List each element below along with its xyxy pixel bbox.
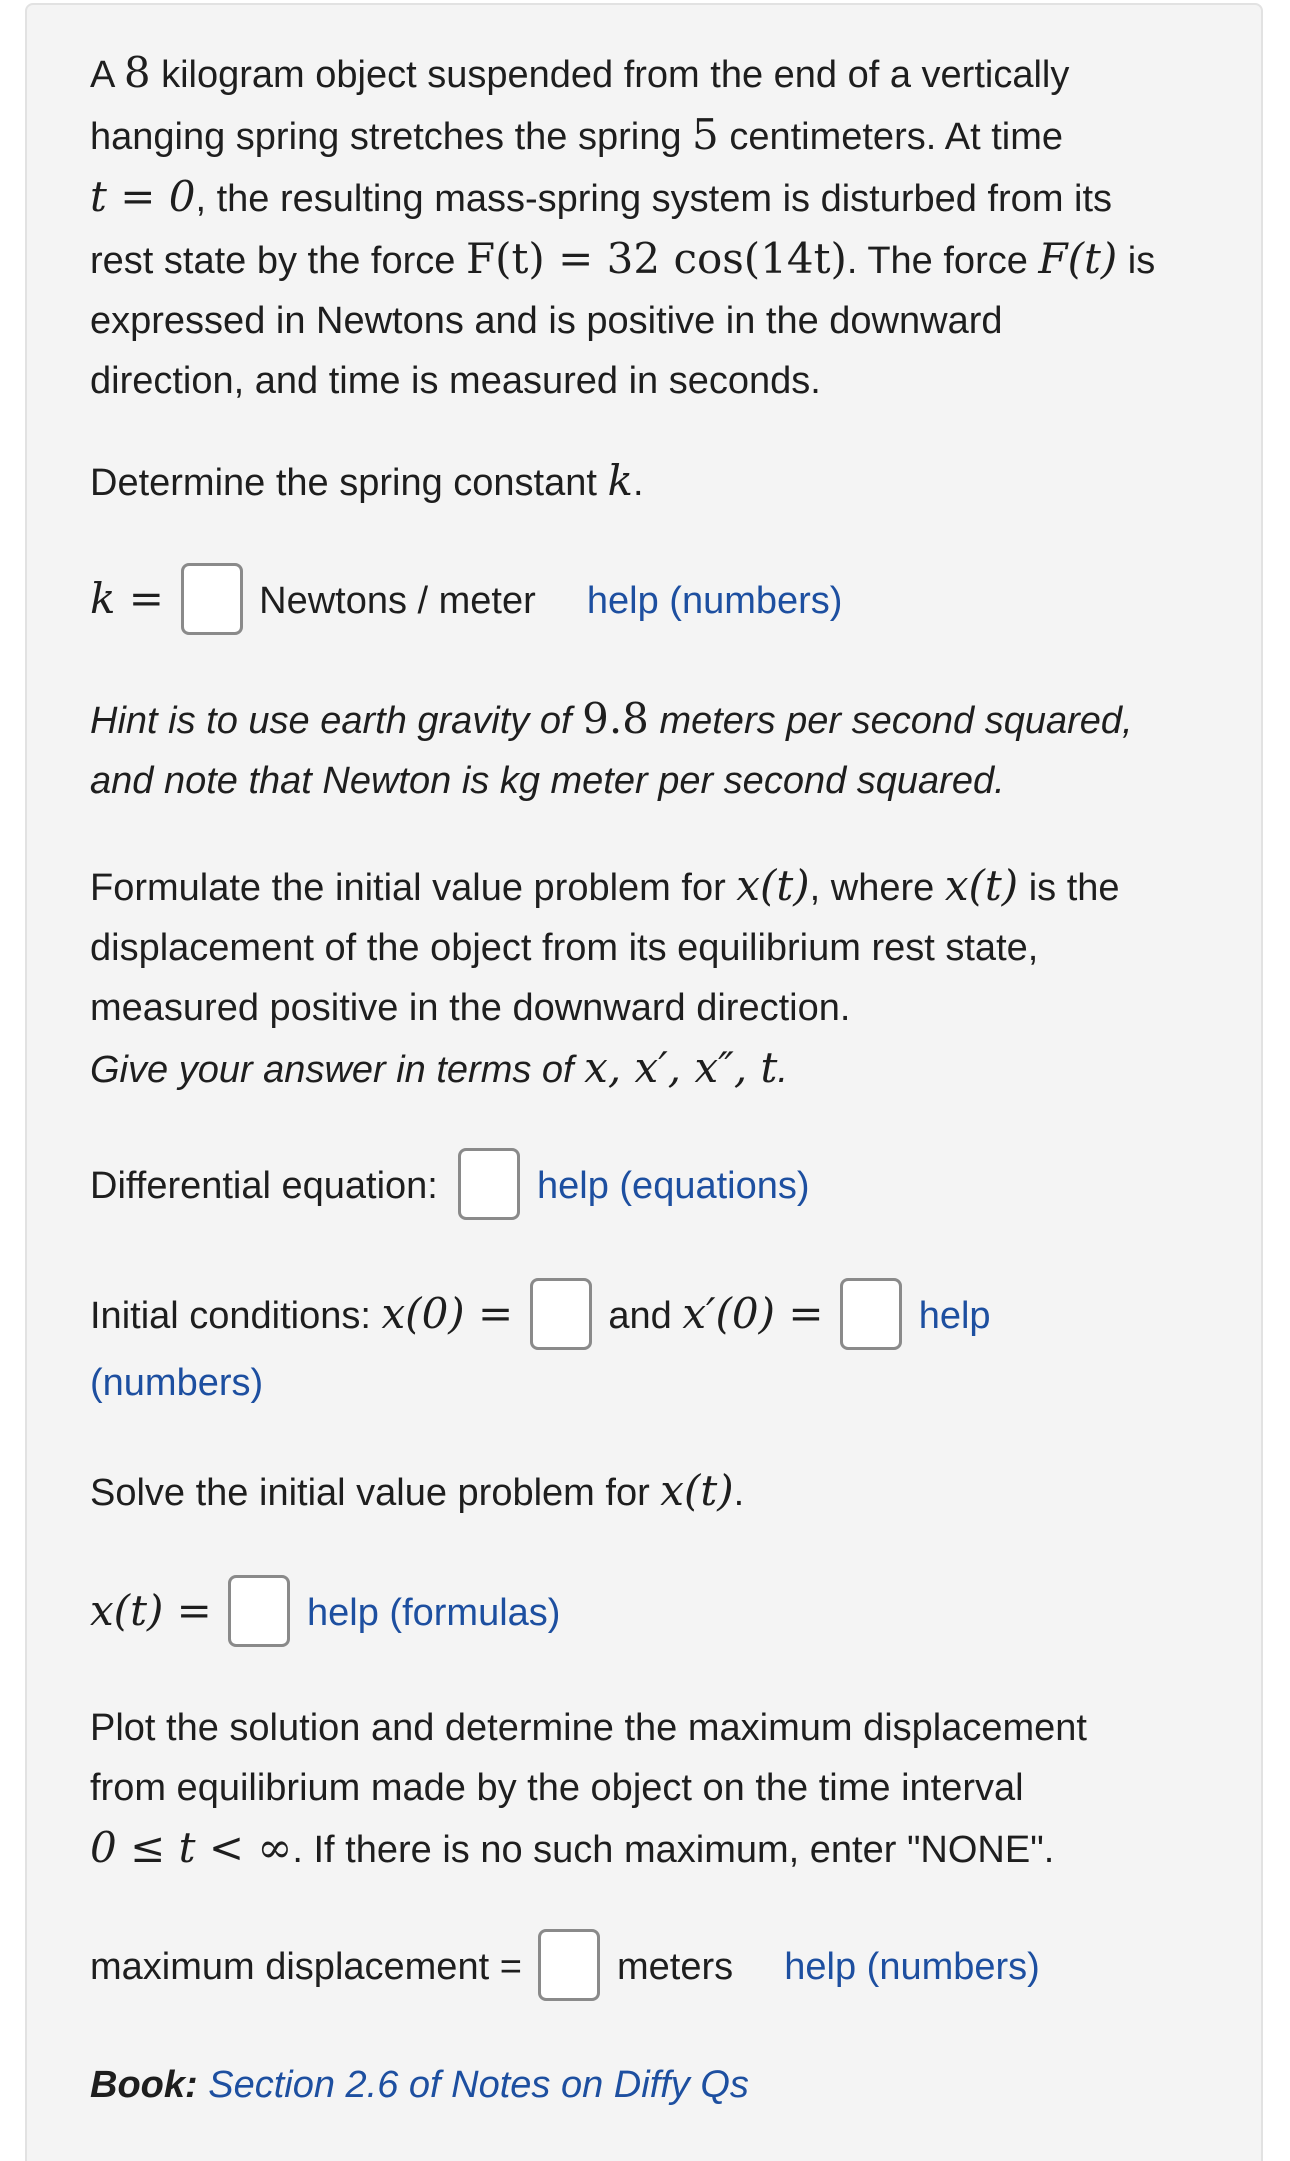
book-reference — [90, 2055, 749, 2115]
text: direction, and time is measured in seconds. — [90, 360, 821, 402]
text: Hint is to use earth gravity of — [90, 700, 583, 742]
max-displacement-row — [90, 1931, 1040, 2005]
initial-help-wrap — [90, 1347, 263, 1419]
text: measured positive in the downward direction. — [90, 987, 851, 1029]
book-section-link[interactable]: Section 2.6 of Notes on Diffy Qs — [208, 2064, 749, 2106]
x-of-t: x(t) — [944, 861, 1019, 910]
initial-label: Initial conditions: — [90, 1295, 382, 1337]
t-equals-zero: t = 0 — [90, 172, 196, 221]
x0-label: x(0) = — [381, 1289, 514, 1338]
help-formulas-link[interactable]: help (formulas) — [307, 1592, 561, 1634]
k-units: Newtons / meter — [259, 580, 536, 622]
text: . — [733, 1472, 745, 1514]
xprime0-label: x′(0) = — [682, 1289, 824, 1338]
solve-prompt — [90, 1461, 744, 1523]
stretch-value: 5 — [692, 110, 719, 159]
text: expressed in Newtons and is positive in the downward — [90, 300, 1003, 342]
text: hanging spring stretches the spring — [90, 116, 693, 158]
text: centimeters. At time — [718, 116, 1063, 158]
text: is the — [1018, 867, 1120, 909]
text: and note that Newton is kg meter per second squared. — [90, 760, 1005, 802]
diffeq-row — [90, 1150, 810, 1224]
plot-prompt — [90, 1698, 1087, 1880]
xprime0-input[interactable] — [840, 1278, 902, 1350]
solution-input[interactable] — [228, 1575, 290, 1647]
k-label: k = — [90, 574, 164, 623]
text: Formulate the initial value problem for — [90, 867, 737, 909]
text: kilogram object suspended from the end of a vertically — [150, 54, 1070, 96]
text: from equilibrium made by the object on the time interval — [90, 1767, 1024, 1809]
gravity-value: 9.8 — [582, 694, 649, 743]
hint — [90, 689, 1133, 811]
book-label: Book: — [90, 2064, 198, 2106]
diffeq-input[interactable] — [458, 1148, 520, 1220]
text: . — [632, 462, 644, 504]
text: meters per second squared, — [648, 700, 1133, 742]
x-of-t: x(t) — [660, 1466, 734, 1515]
x-of-t: x(t) — [736, 861, 810, 910]
text: rest state by the force — [90, 240, 466, 282]
ivp-prompt — [90, 856, 1120, 1100]
text: Give your answer in terms of — [90, 1049, 585, 1091]
text: . — [777, 1049, 788, 1091]
max-displacement-input[interactable] — [538, 1929, 600, 2001]
text: . If there is no such maximum, enter "NONE". — [292, 1829, 1055, 1871]
diffeq-label: Differential equation: — [90, 1165, 438, 1207]
text: Determine the spring constant — [90, 462, 608, 504]
text: . The force — [846, 240, 1039, 282]
problem-statement — [90, 43, 1155, 411]
text: , where — [809, 867, 945, 909]
help-link[interactable]: help — [918, 1295, 991, 1337]
force-name: F(t) — [1038, 234, 1118, 283]
help-numbers-link[interactable]: (numbers) — [90, 1362, 264, 1404]
help-numbers-link[interactable]: help (numbers) — [586, 580, 843, 622]
part-k-prompt — [90, 451, 644, 513]
solution-row — [90, 1575, 560, 1651]
x0-input[interactable] — [530, 1278, 592, 1350]
initial-conditions-row — [90, 1278, 991, 1354]
text: displacement of the object from its equilibrium rest state, — [90, 927, 1039, 969]
meters-units: meters — [617, 1946, 734, 1988]
text: is — [1117, 240, 1156, 282]
text: , the resulting mass-spring system is disturbed from its — [195, 178, 1113, 220]
k-answer-row — [90, 563, 842, 639]
x-of-t-label: x(t) = — [90, 1586, 212, 1635]
help-numbers-link[interactable]: help (numbers) — [784, 1946, 1040, 1988]
and-text: and — [608, 1295, 672, 1337]
time-interval: 0 ≤ t < ∞ — [90, 1823, 293, 1872]
variables-list: x, x′, x″, t — [584, 1043, 778, 1092]
text: Solve the initial value problem for — [90, 1472, 661, 1514]
max-displacement-label: maximum displacement = — [90, 1946, 522, 1988]
force-expression: F(t) = 32 cos(14t) — [465, 234, 847, 283]
help-equations-link[interactable]: help (equations) — [537, 1165, 810, 1207]
text: A — [90, 54, 124, 96]
k-variable: k — [607, 456, 633, 505]
text: Plot the solution and determine the maximum displacement — [90, 1707, 1087, 1749]
problem-card — [25, 3, 1263, 2161]
k-input[interactable] — [181, 563, 243, 635]
mass-value: 8 — [123, 48, 151, 97]
